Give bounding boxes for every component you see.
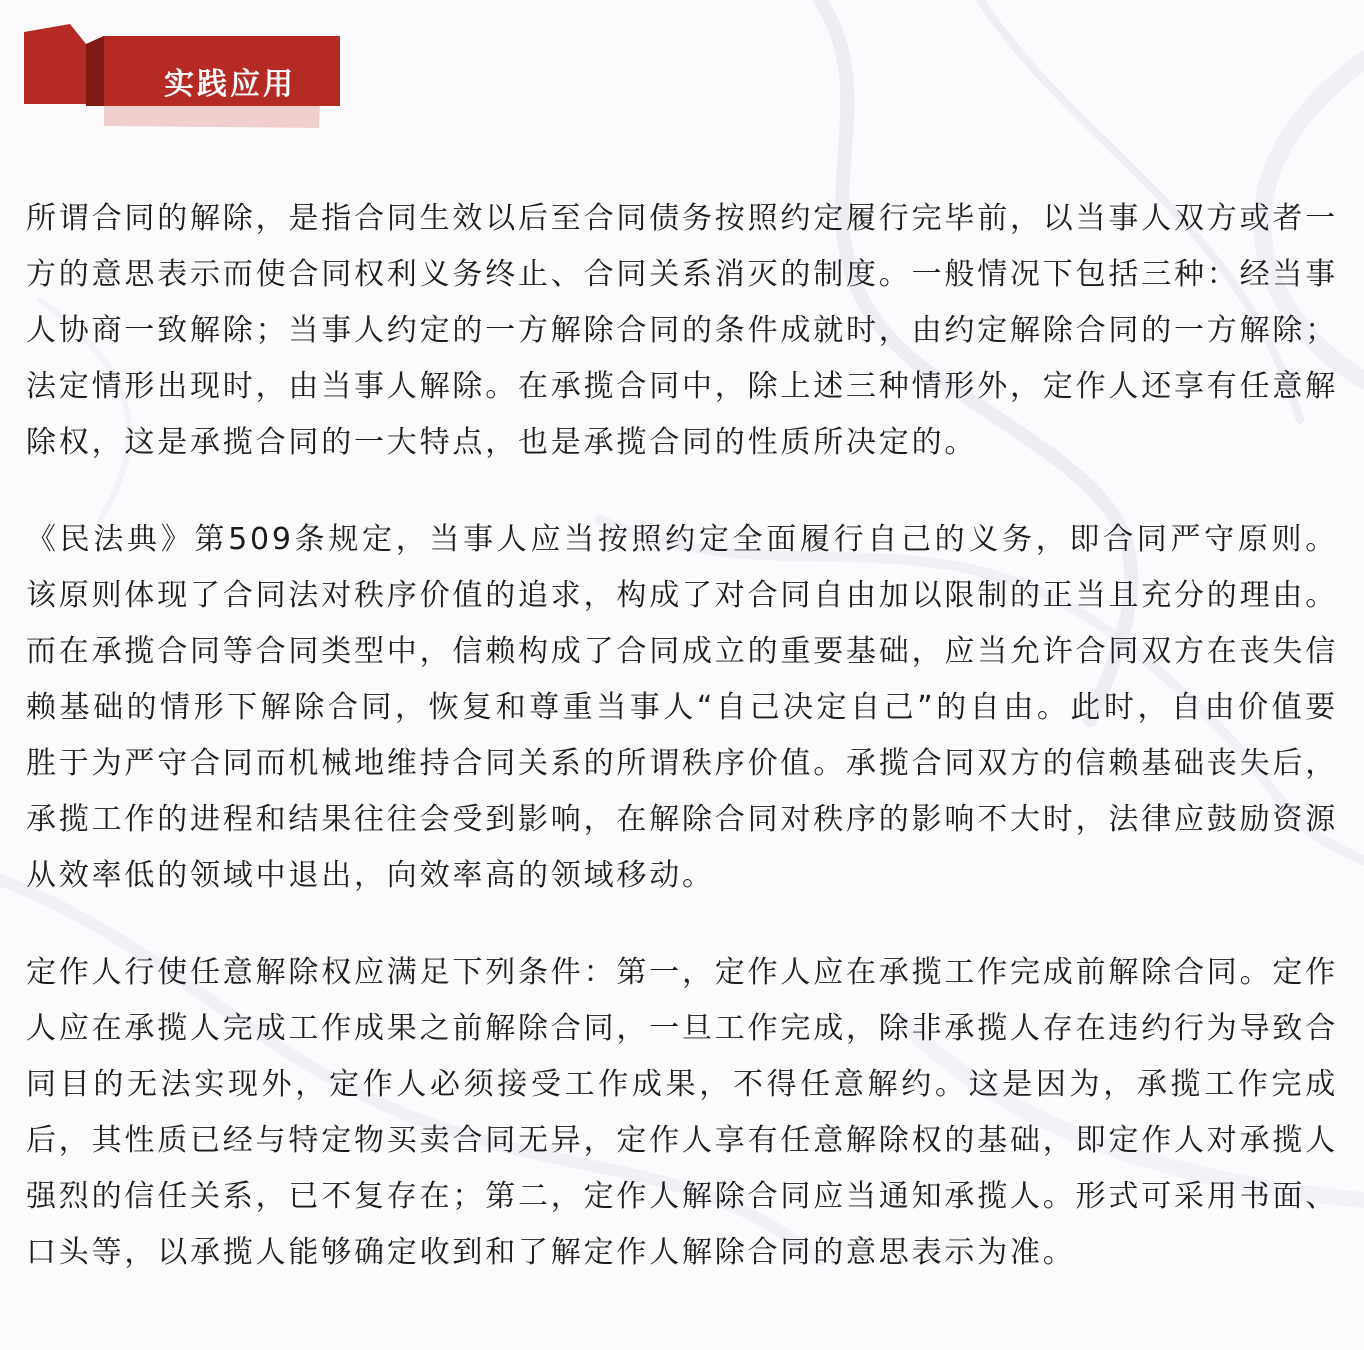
paragraph-civil-code-509: 《民法典》第509条规定，当事人应当按照约定全面履行自己的义务，即合同严守原则。该原则体现了合同法对秩序价值的追求，构成了对合同自由加以限制的正当且充分的理由。而在承揽合同等合同类型中，信赖构成了合同成立的重要基础，应当允许合同双方在丧失信赖基础的情形下解除合同，恢复和尊重当事人“自己决定自己”的自由。此时，自由价值要胜于为严守合同而机械地维持合同关系的所谓秩序价值。承揽合同双方的信赖基础丧失后，承揽工作的进程和结果往往会受到影响，在解除合同对秩序的影响不大时，法律应鼓励资源从效率低的领域中退出，向效率高的领域移动。	[26, 522, 1338, 893]
paragraph-termination-definition: 所谓合同的解除，是指合同生效以后至合同债务按照约定履行完毕前，以当事人双方或者一方的意思表示而使合同权利义务终止、合同关系消灭的制度。一般情况下包括三种：经当事人协商一致解除；当事人约定的一方解除合同的条件成就时，由约定解除合同的一方解除；法定情形出现时，由当事人解除。在承揽合同中，除上述三种情形外，定作人还享有任意解除权，这是承揽合同的一大特点，也是承揽合同的性质所决定的。	[26, 201, 1338, 460]
section-title: 实践应用	[164, 67, 296, 102]
section-header	[24, 22, 344, 132]
paragraph-arbitrary-termination-conditions: 定作人行使任意解除权应满足下列条件：第一，定作人应在承揽工作完成前解除合同。定作人应在承揽人完成工作成果之前解除合同，一旦工作完成，除非承揽人存在违约行为导致合同目的无法实现外，定作人必须接受工作成果，不得任意解约。这是因为，承揽工作完成后，其性质已经与特定物买卖合同无异，定作人享有任意解除权的基础，即定作人对承揽人强烈的信任关系，已不复存在；第二，定作人解除合同应当通知承揽人。形式可采用书面、口头等，以承揽人能够确定收到和了解定作人解除合同的意思表示为准。	[26, 955, 1338, 1270]
article-body	[26, 191, 1338, 1281]
